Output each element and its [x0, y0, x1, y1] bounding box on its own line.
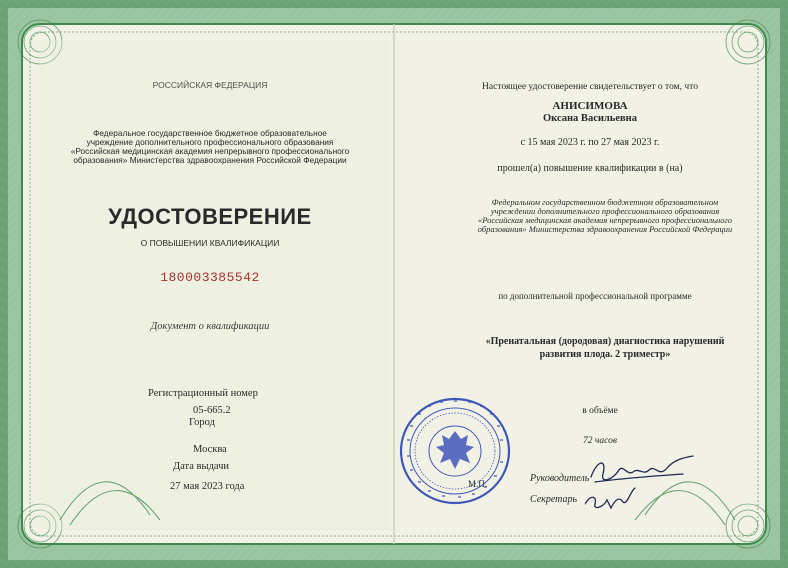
issue-date: 27 мая 2023 года	[170, 481, 245, 492]
holder-given-names: Оксана Васильевна	[543, 113, 637, 124]
org-line-4: образования» Министерства здравоохранения Российской Федерации	[477, 224, 733, 234]
city-label: Город	[189, 417, 215, 428]
director-signature-stroke	[591, 456, 693, 480]
program-title-line-1: «Пренатальная (дородовая) диагностика нарушений	[485, 336, 725, 347]
document-subtitle: О ПОВЫШЕНИИ КВАЛИФИКАЦИИ	[140, 238, 280, 248]
city-value: Москва	[193, 444, 227, 455]
org-line-1: Федеральном государственном бюджетном образовательном	[491, 197, 719, 207]
document-title: УДОСТОВЕРЕНИЕ	[108, 204, 312, 229]
secretary-label: Секретарь	[530, 494, 578, 505]
institution-line-2: учреждение дополнительного профессионального образования	[86, 137, 334, 147]
volume-hours: 72 часов	[582, 436, 617, 446]
holder-surname: АНИСИМОВА	[552, 100, 628, 112]
registration-number: 05-665.2	[193, 405, 231, 416]
program-label: по дополнительной профессиональной программе	[498, 291, 692, 301]
program-title-line-2: развития плода. 2 триместр»	[539, 349, 671, 360]
director-label: Руководитель	[530, 473, 590, 484]
institution-line-4: образования» Министерства здравоохранения Российской Федерации	[73, 155, 347, 165]
institution-line-3: «Российская медицинская академия непрерывного профессионального	[70, 146, 350, 156]
document-type-caption: Документ о квалификации	[150, 321, 270, 332]
document-number: 180003385542	[160, 270, 260, 285]
org-line-2: учреждении дополнительного профессионального образования	[490, 206, 720, 216]
registration-label: Регистрационный номер	[148, 388, 258, 399]
director-signature-underline	[595, 474, 683, 482]
official-seal	[398, 395, 512, 507]
intro-text: Настоящее удостоверение свидетельствует о том, что	[482, 82, 698, 92]
country-name: РОССИЙСКАЯ ФЕДЕРАЦИЯ	[152, 80, 268, 90]
institution-line-1: Федеральное государственное бюджетное образовательное	[93, 128, 327, 138]
issue-date-label: Дата выдачи	[173, 461, 230, 472]
study-period: с 15 мая 2023 г. по 27 мая 2023 г.	[520, 137, 660, 148]
org-line-3: «Российская медицинская академия непрерывного профессионального	[477, 215, 733, 225]
handwritten-signatures	[585, 452, 715, 517]
seal-mark-label: М.П.	[468, 479, 488, 489]
volume-label: в объёме	[582, 406, 618, 416]
secretary-signature-stroke	[585, 488, 635, 508]
passed-training-text: прошел(а) повышение квалификации в (на)	[497, 163, 683, 174]
